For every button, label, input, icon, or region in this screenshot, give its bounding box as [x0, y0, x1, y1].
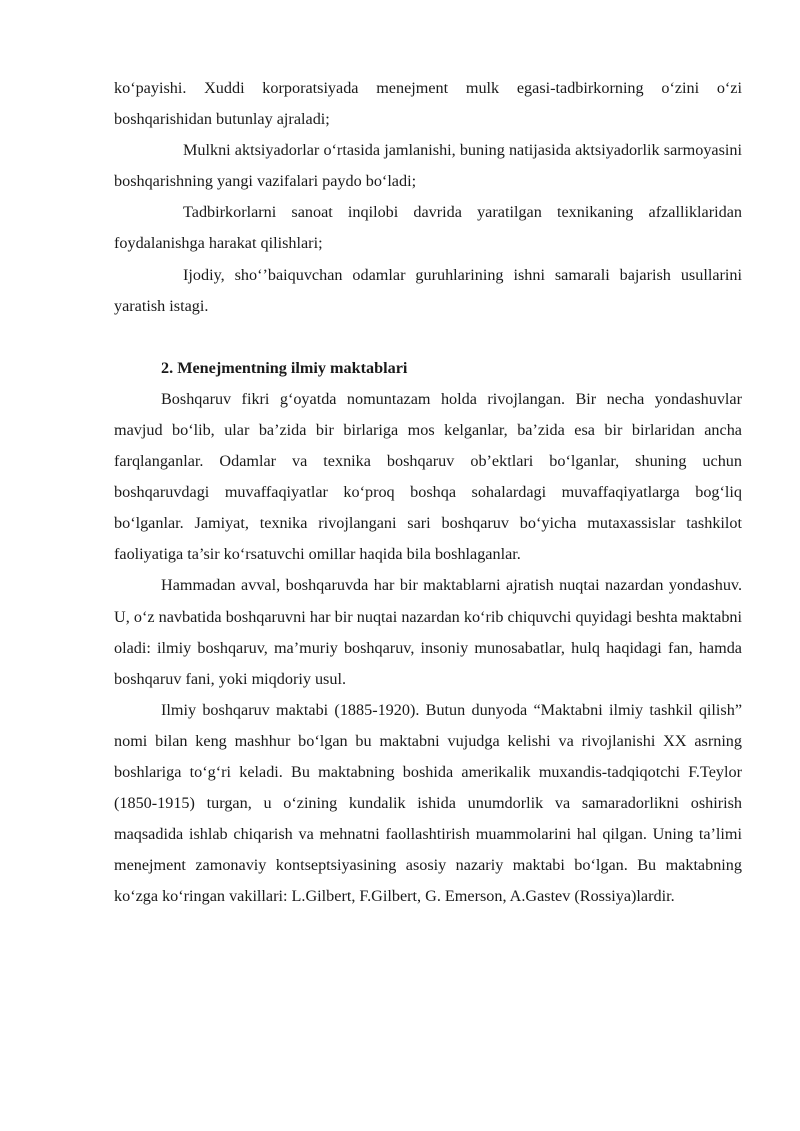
section-heading: 2. Menejmentning ilmiy maktablari — [161, 358, 408, 377]
paragraph-continuation: ko‘payishi. Xuddi korporatsiyada menejment mulk egasi-tadbirkorning o‘zini o‘zi boshqarishidan butunlay ajraladi; — [114, 79, 742, 129]
paragraph-list-item: Mulkni aktsiyadorlar o‘rtasida jamlanishi, buning natijasida aktsiyadorlik sarmoyasini boshqarishning yangi vazifalari paydo bo‘ladi; — [114, 141, 742, 191]
paragraph-list-item: Tadbirkorlarni sanoat inqilobi davrida yaratilgan texnikaning afzalliklaridan foydalanishga harakat qilishlari; — [114, 203, 742, 253]
body-paragraph: Boshqaruv fikri g‘oyatda nomuntazam holda rivojlangan. Bir necha yondashuvlar mavjud bo‘lib, ular ba’zida bir birlariga mos kelganlar, ba’zida esa bir birlaridan ancha farqlanganlar. Odamlar va texnika boshqaruv ob’ektlari bo‘lganlar, shuning uchun boshqaruvdagi muvaffaqiyatlar ko‘proq boshqa sohalardagi muvaffaqiyatlarga bog‘liq bo‘lganlar. Jamiyat, texnika rivojlangani sari boshqaruv bo‘yicha mutaxassislar tashkilot faoliyatiga ta’sir ko‘rsatuvchi omillar haqida bila boshlaganlar. — [114, 389, 742, 564]
document-page — [114, 73, 742, 912]
body-paragraph: Hammadan avval, boshqaruvda har bir maktablarni ajratish nuqtai nazardan yondashuv. U, o‘z navbatida boshqaruvni har bir nuqtai nazardan ko‘rib chiquvchi quyidagi beshta maktabni oladi: ilmiy boshqaruv, ma’muriy boshqaruv, insoniy munosabatlar, hulq haqidagi fan, hamda boshqaruv fani, yoki miqdoriy usul. — [114, 576, 742, 688]
paragraph-list-item: Ijodiy, sho‘’baiquvchan odamlar guruhlarining ishni samarali bajarish usullarini yaratish istagi. — [114, 265, 742, 315]
body-paragraph: Ilmiy boshqaruv maktabi (1885-1920). Butun dunyoda “Maktabni ilmiy tashkil qilish” nomi bilan keng mashhur bo‘lgan bu maktabni vujudga kelishi va rivojlanishi XX asrning boshlariga to‘g‘ri keladi. Bu maktabning boshida amerikalik muxandis-tadqiqotchi F.Teylor (1850-1915) turgan, u o‘zining kundalik ishida unumdorlik va samaradorlikni oshirish maqsadida ishlab chiqarish va mehnatni faollashtirish muammolarini hal qilgan. Uning ta’limi menejment zamonaviy kontseptsiyasining asosiy nazariy maktabi bo‘lgan. Bu maktabning ko‘zga ko‘ringan vakillari: L.Gilbert, F.Gilbert, G. Emerson, A.Gastev (Rossiya)lardir. — [114, 700, 742, 906]
